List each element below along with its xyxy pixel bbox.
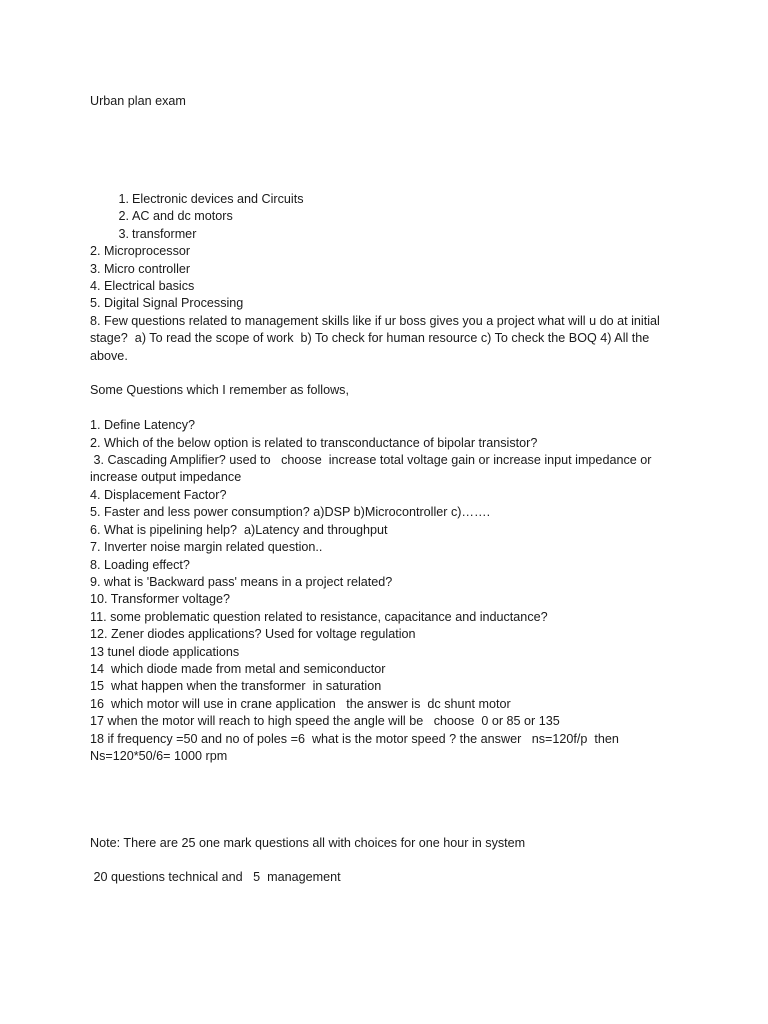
subject-list <box>90 191 680 243</box>
list-item-number: 3. <box>118 226 129 241</box>
question-line: 16 which motor will use in crane application the answer is dc shunt motor <box>90 696 511 711</box>
list-item-number: 1. <box>118 192 129 206</box>
list-item-text: transformer <box>132 226 197 241</box>
document-body <box>90 191 680 765</box>
exam-summary: 20 questions technical and 5 management <box>90 870 341 884</box>
question-line: 5. Faster and less power consumption? a)DSP b)Microcontroller c)……. <box>90 505 491 520</box>
question-line: 8. Loading effect? <box>90 557 190 572</box>
question-line: 13 tunel diode applications <box>90 644 240 659</box>
question-line: 4. Displacement Factor? <box>90 487 227 502</box>
topic-line: 3. Micro controller <box>90 261 191 276</box>
question-line: 9. what is 'Backward pass' means in a project related? <box>90 574 393 589</box>
question-line: 1. Define Latency? <box>90 418 196 433</box>
question-line: 10. Transformer voltage? <box>90 592 231 607</box>
question-line: 11. some problematic question related to resistance, capacitance and inductance? <box>90 609 548 624</box>
paragraph-gap <box>90 365 680 382</box>
question-line: 6. What is pipelining help? a)Latency and throughput <box>90 522 388 537</box>
document-title: Urban plan exam <box>90 94 186 108</box>
question-line: 2. Which of the below option is related to transconductance of bipolar transistor? <box>90 435 538 450</box>
question-line: 18 if frequency =50 and no of poles =6 what is the motor speed ? the answer ns=120f/p then Ns=120*50/6= 1000 rpm <box>90 731 626 763</box>
question-line: 14 which diode made from metal and semiconductor <box>90 661 386 676</box>
topic-line: 5. Digital Signal Processing <box>90 296 244 311</box>
list-item <box>90 208 680 225</box>
topic-line: 4. Electrical basics <box>90 279 195 294</box>
questions-heading: Some Questions which I remember as follows, <box>90 383 349 398</box>
question-line: 3. Cascading Amplifier? used to choose increase total voltage gain or increase input impedance or increase output impedance <box>90 453 655 485</box>
question-line: 15 what happen when the transformer in saturation <box>90 679 382 694</box>
question-line: 7. Inverter noise margin related question.. <box>90 540 323 555</box>
question-line: 17 when the motor will reach to high speed the angle will be choose 0 or 85 or 135 <box>90 714 560 729</box>
paragraph-gap <box>90 400 680 417</box>
exam-note: Note: There are 25 one mark questions all with choices for one hour in system <box>90 836 526 850</box>
list-item <box>90 191 680 208</box>
list-item-text: Electronic devices and Circuits <box>132 192 304 206</box>
question-line: 12. Zener diodes applications? Used for voltage regulation <box>90 627 416 642</box>
topic-line: 8. Few questions related to management skills like if ur boss gives you a project what will u do at initial stage? a) To read the scope of work b) To check for human resource c) To check the BOQ 4) All the above. <box>90 313 664 363</box>
topic-line: 2. Microprocessor <box>90 244 191 259</box>
list-item <box>90 226 680 243</box>
list-item-text: AC and dc motors <box>132 209 233 224</box>
list-item-number: 2. <box>118 209 129 224</box>
